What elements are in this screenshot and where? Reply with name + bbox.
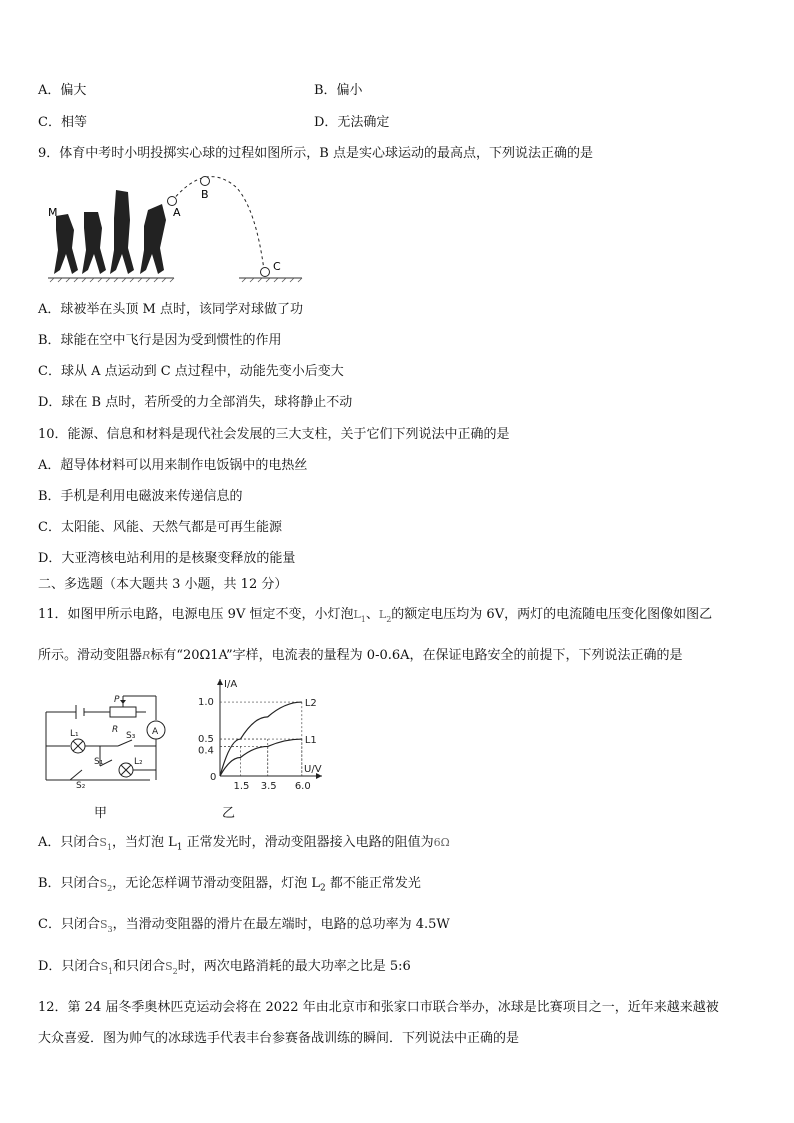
x-tick-label-0: 1.5 xyxy=(233,781,250,792)
caption-yi: 乙 xyxy=(222,806,236,821)
label-m: M xyxy=(48,206,58,219)
q12-stem-line1: 12．第 24 届冬季奥林匹克运动会将在 2022 年由北京市和张家口市联合举办，冰球是比赛项目之一，近年来越来越被 xyxy=(38,1000,719,1015)
q10-option-d: D．大亚湾核电站利用的是核聚变释放的能量 xyxy=(38,551,296,566)
section-heading: 二、多选题（本大题共 3 小题，共 12 分） xyxy=(38,577,288,592)
label-c: C xyxy=(273,260,281,273)
q12-stem-line2: 大众喜爱．图为帅气的冰球选手代表丰台参赛备战训练的瞬间．下列说法中正确的是 xyxy=(38,1031,520,1046)
iu-chart xyxy=(190,676,330,801)
y-tick-label-2: 0.4 xyxy=(198,745,214,757)
q11-stem-line2: 所示。滑动变阻器R标有“20Ω1A”字样，电流表的量程为 0-0.6A，在保证电路安全的前提下，下列说法正确的是 xyxy=(38,648,683,663)
svg-text:L₂: L₂ xyxy=(134,757,143,767)
q10-option-a: A．超导体材料可以用来制作电饭锅中的电热丝 xyxy=(38,458,308,473)
q10-option-c: C．太阳能、风能、天然气都是可再生能源 xyxy=(38,520,282,535)
q8-option-b: B．偏小 xyxy=(314,83,363,98)
q8-option-d: D．无法确定 xyxy=(314,115,390,130)
svg-text:S₃: S₃ xyxy=(126,731,136,741)
q9-option-a: A．球被举在头顶 M 点时，该同学对球做了功 xyxy=(38,302,303,317)
y-tick-label-1: 0.5 xyxy=(198,734,214,746)
x-axis-label: U/V xyxy=(304,764,322,775)
q11-stem-line1: 11．如图甲所示电路，电源电压 9V 恒定不变，小灯泡$L_1$、$L_2$的额定电压均为 6V，两灯的电流随电压变化图像如图乙 xyxy=(38,607,713,624)
q11-option-a: A．只闭合$S_1$，当灯泡 $L_1$ 正常发光时，滑动变阻器接入电路的阻值为6Ω xyxy=(38,835,450,853)
q9-option-b: B．球能在空中飞行是因为受到惯性的作用 xyxy=(38,333,282,348)
q9-throw-figure xyxy=(44,170,304,290)
q10-stem: 10．能源、信息和材料是现代社会发展的三大支柱，关于它们下列说法中正确的是 xyxy=(38,427,510,442)
athlete-silhouette-1 xyxy=(54,214,78,274)
q9-option-c: C．球从 A 点运动到 C 点过程中，动能先变小后变大 xyxy=(38,364,344,379)
origin-label: 0 xyxy=(210,772,217,783)
x-tick-label-1: 3.5 xyxy=(260,781,277,792)
label-a: A xyxy=(173,206,181,219)
svg-text:S₁: S₁ xyxy=(94,757,104,767)
series-label-L1: L1 xyxy=(304,735,317,747)
x-tick-label-2: 6.0 xyxy=(294,781,311,792)
q8-option-c: C．相等 xyxy=(38,115,87,130)
q10-option-b: B．手机是利用电磁波来传递信息的 xyxy=(38,489,243,504)
svg-text:R: R xyxy=(112,725,119,735)
q11-option-d: D．只闭合$S_1$和只闭合$S_2$时，两次电路消耗的最大功率之比是 5:6 xyxy=(38,959,411,976)
svg-text:L₁: L₁ xyxy=(70,729,79,739)
q9-stem: 9．体育中考时小明投掷实心球的过程如图所示，B 点是实心球运动的最高点，下列说法正确的是 xyxy=(38,146,593,161)
svg-text:A: A xyxy=(152,727,159,737)
q8-option-a: A．偏大 xyxy=(38,83,87,98)
circuit-diagram xyxy=(40,690,182,790)
caption-jia: 甲 xyxy=(94,806,108,821)
y-tick-label-0: 1.0 xyxy=(198,697,214,709)
svg-text:S₂: S₂ xyxy=(76,781,86,790)
y-axis-label: I/A xyxy=(224,679,238,690)
series-label-L2: L2 xyxy=(304,698,317,710)
y-axis-arrow xyxy=(217,679,223,685)
q11-option-c: C．只闭合$S_3$，当滑动变阻器的滑片在最左端时，电路的总功率为 4.5W xyxy=(38,917,450,934)
q9-option-d: D．球在 B 点时，若所受的力全部消失，球将静止不动 xyxy=(38,395,353,410)
label-b: B xyxy=(201,188,209,201)
q11-option-b: B．只闭合$S_2$，无论怎样调节滑动变阻器，灯泡 $L_2$ 都不能正常发光 xyxy=(38,876,421,894)
svg-text:P: P xyxy=(114,695,120,705)
